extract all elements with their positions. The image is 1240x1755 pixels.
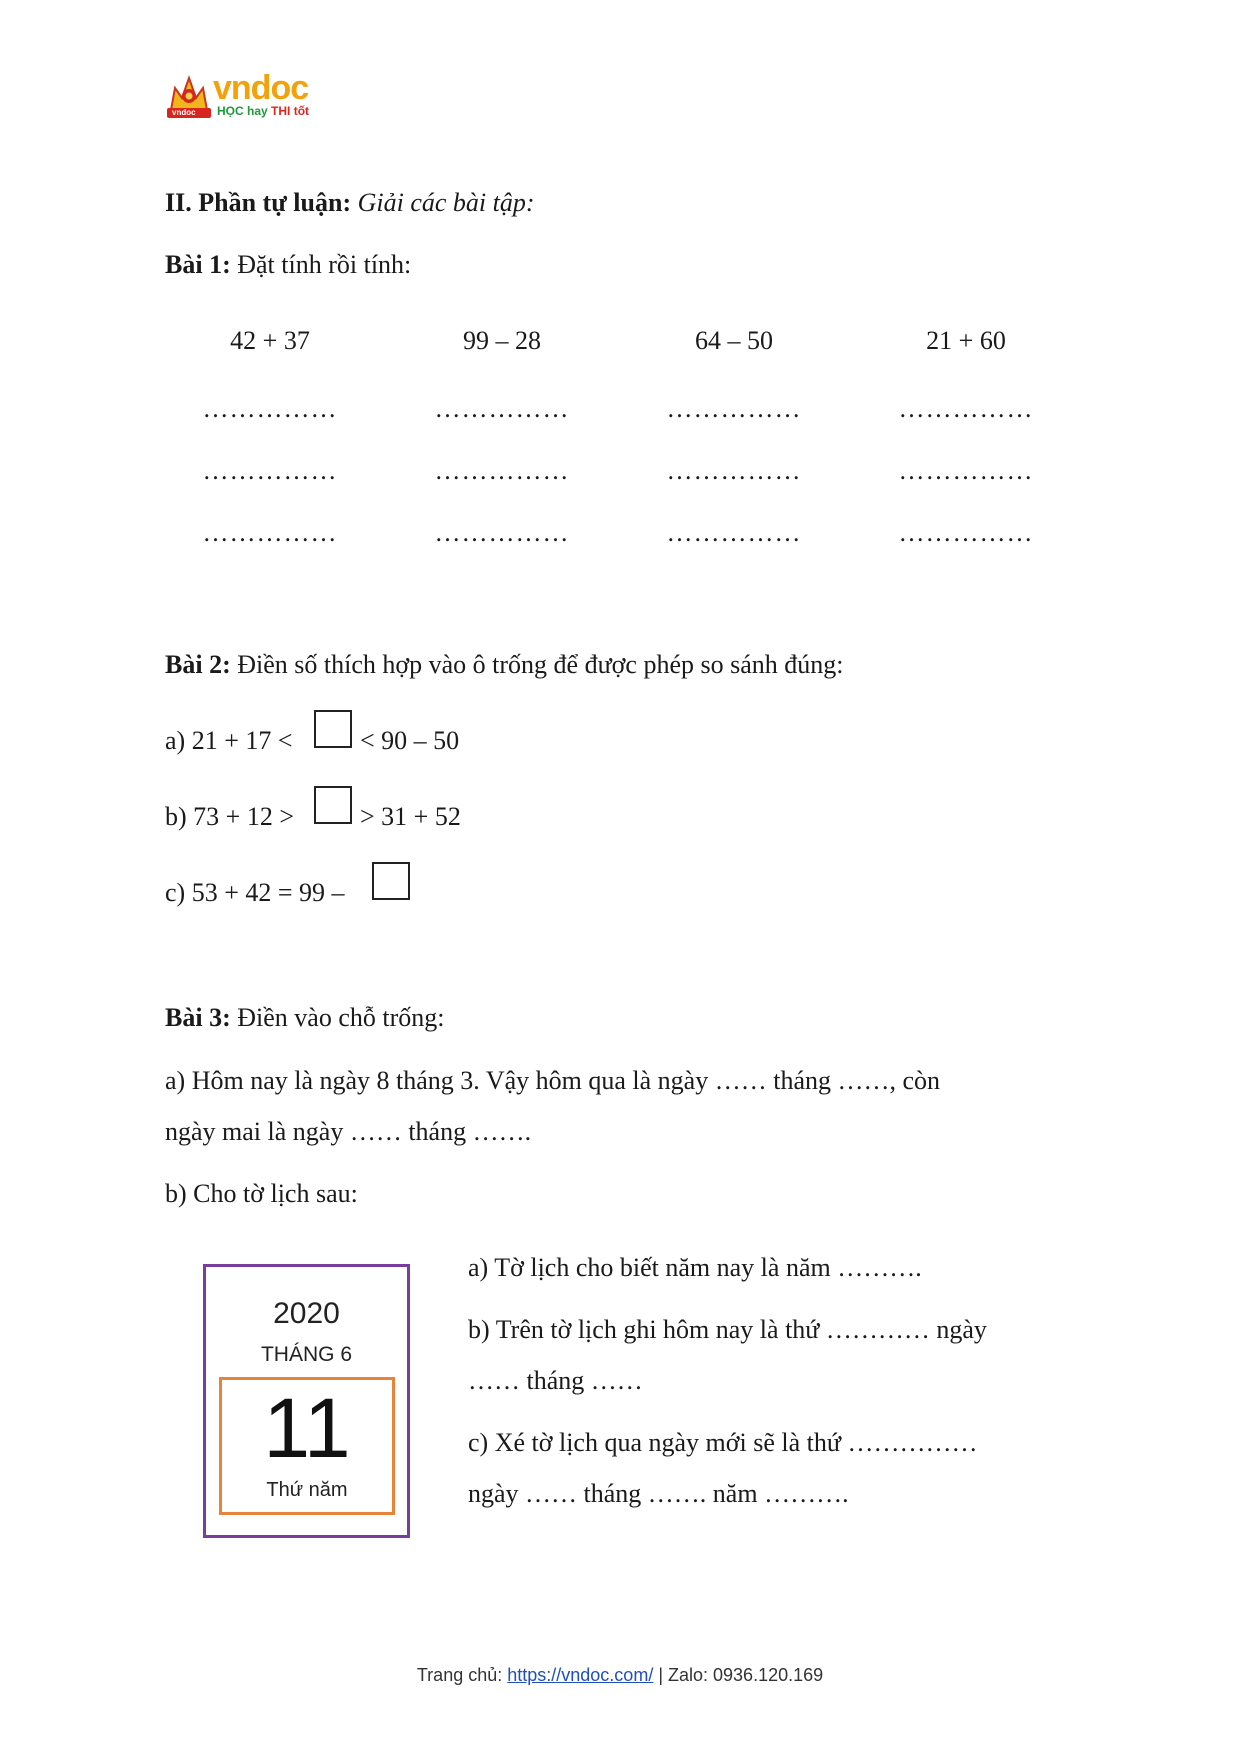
section-title-italic: Giải các bài tập: — [351, 188, 535, 217]
footer-zalo: | Zalo: 0936.120.169 — [653, 1665, 824, 1685]
ex3-a-line1: a) Hôm nay là ngày 8 tháng 3. Vậy hôm qua là ngày …… tháng ……, còn — [165, 1066, 941, 1095]
section-title — [165, 188, 535, 218]
calendar-day-frame — [219, 1377, 395, 1515]
answer-dots: …………… — [202, 456, 338, 485]
calendar-month: THÁNG 6 — [260, 1343, 352, 1366]
answer-dots: …………… — [666, 394, 802, 423]
ex3-heading — [165, 1003, 444, 1033]
ex2-b-right: > 31 + 52 — [360, 802, 461, 831]
ex2-b-left: b) 73 + 12 > — [165, 802, 294, 831]
answer-dots: …………… — [434, 394, 570, 423]
answer-dots: …………… — [898, 518, 1034, 547]
section-title-bold: II. Phần tự luận: — [165, 188, 352, 217]
calendar-weekday: Thứ năm — [266, 1479, 348, 1501]
calendar-year: 2020 — [273, 1297, 340, 1330]
answer-dots: …………… — [666, 456, 802, 485]
ex3-question-b-line2: …… tháng …… — [468, 1366, 643, 1395]
ex2-label: Bài 2: — [165, 650, 231, 679]
calendar-page — [203, 1264, 410, 1538]
answer-box-c[interactable] — [372, 862, 410, 900]
ex3-label: Bài 3: — [165, 1003, 231, 1032]
ex3-text: Điền vào chỗ trống: — [230, 1003, 445, 1032]
ex1-problem-2: 99 – 28 — [463, 326, 541, 355]
page-footer — [0, 1664, 1240, 1686]
ex2-a-right: < 90 – 50 — [360, 726, 460, 755]
answer-box-b[interactable] — [314, 786, 352, 824]
answer-box-a[interactable] — [314, 710, 352, 748]
vndoc-logo — [165, 70, 325, 122]
ex1-problem-4: 21 + 60 — [926, 326, 1006, 355]
footer-prefix: Trang chủ: — [416, 1665, 508, 1685]
ex3-question-c-line1: c) Xé tờ lịch qua ngày mới sẽ là thứ …………… — [468, 1428, 978, 1457]
logo-brand: vndoc — [213, 69, 309, 107]
answer-dots: …………… — [898, 456, 1034, 485]
answer-dots: …………… — [202, 394, 338, 423]
ex3-question-c-line2: ngày …… tháng ……. năm ………. — [468, 1479, 849, 1508]
ex1-text: Đặt tính rồi tính: — [230, 250, 412, 279]
ex2-c-left: c) 53 + 42 = 99 – — [165, 878, 345, 907]
ex2-a-left: a) 21 + 17 < — [165, 726, 293, 755]
ex2-heading — [165, 650, 844, 680]
ex3-a-line2: ngày mai là ngày …… tháng ……. — [165, 1117, 532, 1146]
footer-homepage-link[interactable]: https://vndoc.com/ — [507, 1665, 654, 1685]
answer-dots: …………… — [202, 518, 338, 547]
ex1-problem-3: 64 – 50 — [695, 326, 773, 355]
answer-dots: …………… — [434, 456, 570, 485]
answer-dots: …………… — [898, 394, 1034, 423]
answer-dots: …………… — [666, 518, 802, 547]
ex1-label: Bài 1: — [165, 250, 231, 279]
logo-tag-red: THI tốt — [271, 104, 310, 118]
logo-tagline — [217, 104, 309, 118]
logo-badge: vndoc — [172, 108, 196, 117]
ex1-heading — [165, 250, 411, 280]
logo-tag-green: HỌC hay — [217, 104, 268, 118]
answer-dots: …………… — [434, 518, 570, 547]
ex2-text: Điền số thích hợp vào ô trống để được phép so sánh đúng: — [230, 650, 844, 679]
ex1-problem-1: 42 + 37 — [230, 326, 310, 355]
calendar-day: 11 — [263, 1381, 351, 1475]
ex3-b-intro: b) Cho tờ lịch sau: — [165, 1179, 358, 1208]
ex3-question-b-line1: b) Trên tờ lịch ghi hôm nay là thứ ………… ngày — [468, 1315, 987, 1344]
ex3-question-a: a) Tờ lịch cho biết năm nay là năm ………. — [468, 1253, 922, 1282]
